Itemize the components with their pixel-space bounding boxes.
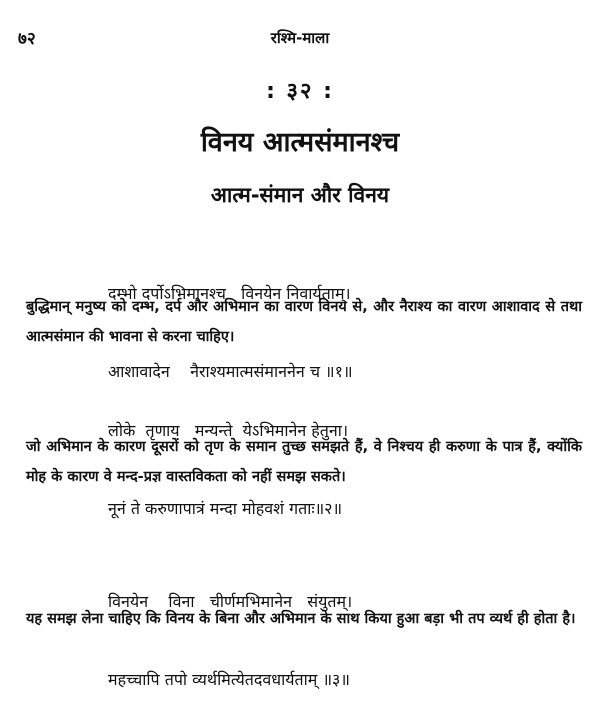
section-subtitle: आत्म-संमान और विनय — [210, 183, 390, 207]
paragraph-3: यह समझ लेना चाहिए कि विनय के बिना और अभिमान के साथ किया हुआ बड़ा भी तप व्यर्थ ही होता है। — [26, 611, 576, 627]
paragraph-1: बुद्धिमान् मनुष्य को दम्भ, दर्प और अभिमान का वारण विनय से, और नैराश्य का वारण आशावाद से तथा आत्मसंमान की भावना से करना चाहिए। — [26, 299, 582, 345]
page-number: ७२ — [18, 29, 36, 49]
verse-1-line-2: आशावादेन नैराश्यमात्मसंमाननेन च ॥१॥ — [108, 362, 353, 381]
verse-2-line-1: लोके तृणाय मन्यन्ते येऽभिमानेन हेतुना। — [108, 421, 349, 440]
verse-3-line-1: विनयेन विना चीर्णमभिमानेन संयुतम्। — [108, 592, 353, 611]
section-title: विनय आत्मसंमानश्च — [200, 127, 400, 158]
verse-1-line-1: दम्भो दर्पोऽभिमानश्च विनयेन निवार्यताम्। — [108, 284, 351, 303]
verse-2-line-2: नूनं ते करुणापात्रं मन्दा मोहवशं गताः॥२॥ — [108, 499, 343, 518]
verse-3-line-2: महच्चापि तपो व्यर्थमित्येतदवधार्यताम् ॥३॥ — [108, 670, 350, 689]
running-head: रश्मि-माला — [270, 29, 330, 47]
section-number: : ३२ : — [266, 79, 334, 104]
paragraph-2: जो अभिमान के कारण दूसरों को तृण के समान तुच्छ समझते हैं, वे निश्चय ही करुणा के पात्र हैं, क्योंकि मोह के कारण वे मन्द-प्रज्ञ वास्तविकता को नहीं समझ सकते। — [26, 439, 582, 485]
